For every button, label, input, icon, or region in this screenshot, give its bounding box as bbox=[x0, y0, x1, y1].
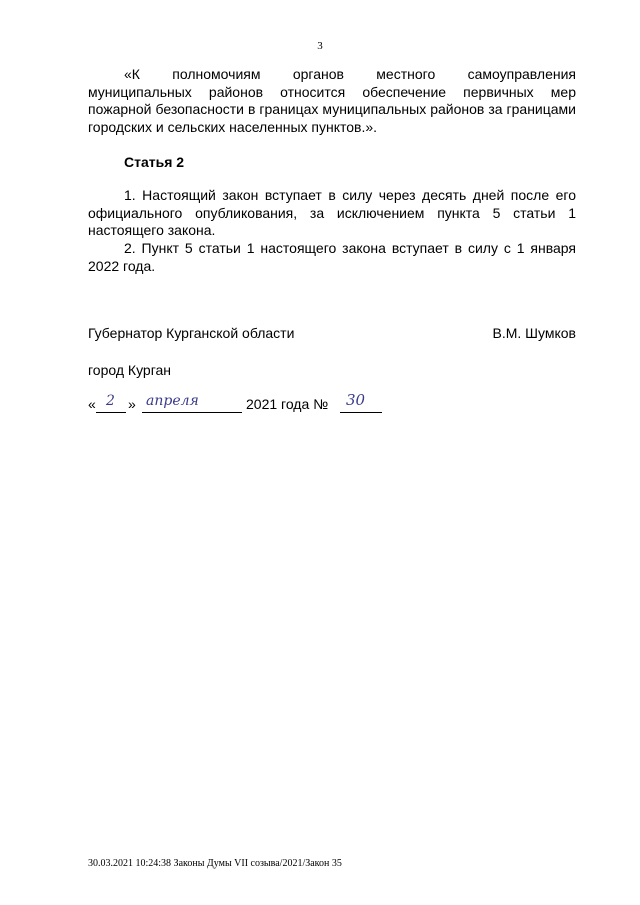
item-1: 1. Настоящий закон вступает в силу через десять дней после его официального опубликования, за исключением пункта 5 статьи 1 настоящего закона. bbox=[88, 187, 576, 238]
month-blank bbox=[142, 412, 242, 413]
signature-row bbox=[88, 325, 576, 343]
paragraph-rest: муниципальных районов относится обеспечение первичных мер пожарной безопасности в границах муниципальных районов за границами городских и сельских населенных пунктов.». bbox=[88, 83, 576, 135]
number-blank bbox=[340, 412, 382, 413]
paragraph-line-1: «К полномочиям органов местного самоуправления bbox=[124, 66, 576, 82]
date-day-handwritten: 2 bbox=[106, 393, 115, 409]
paragraph-competence bbox=[88, 66, 576, 136]
date-year-text: 2021 года № bbox=[246, 396, 329, 412]
date-line bbox=[88, 391, 388, 418]
date-number-handwritten: 30 bbox=[346, 391, 366, 409]
signature-position: Губернатор Курганской области bbox=[88, 325, 295, 341]
city-label: город Курган bbox=[88, 362, 172, 378]
date-open-quote: « bbox=[88, 396, 96, 412]
date-month-handwritten: апреля bbox=[146, 393, 199, 409]
day-blank bbox=[96, 412, 126, 413]
footer-path: 30.03.2021 10:24:38 Законы Думы VII созыва/2021/Закон 35 bbox=[88, 858, 342, 869]
date-close-quote: » bbox=[128, 396, 136, 412]
signature-name: В.М. Шумков bbox=[492, 325, 576, 341]
article-heading: Статья 2 bbox=[124, 154, 185, 170]
item-2: 2. Пункт 5 статьи 1 настоящего закона вступает в силу с 1 января 2022 года. bbox=[88, 240, 576, 274]
page-number: 3 bbox=[317, 40, 323, 52]
